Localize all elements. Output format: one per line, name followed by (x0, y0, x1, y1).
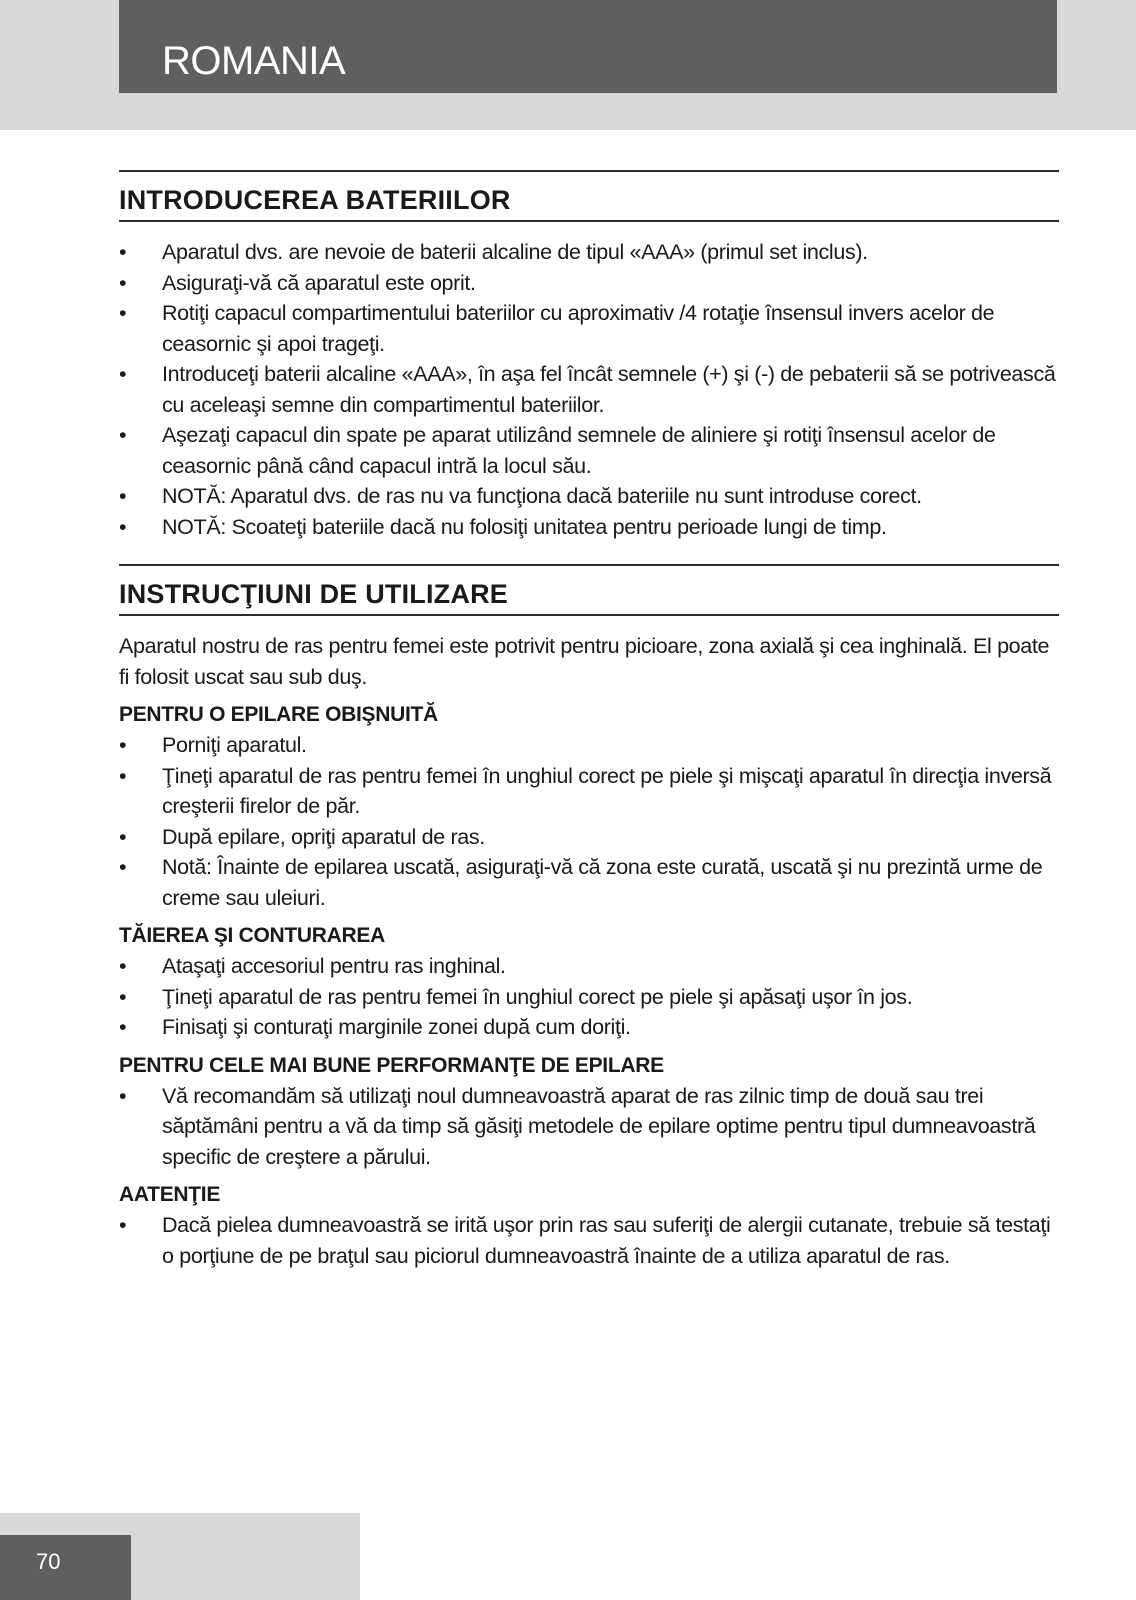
block-trimming-contouring (119, 921, 1059, 1043)
section-battery-installation (119, 170, 1059, 542)
block-caution (119, 1180, 1059, 1271)
battery-instructions-list (119, 237, 1059, 542)
best-performance-list (119, 1081, 1059, 1173)
section-heading-batteries: INTRODUCEREA BATERIILOR (119, 170, 1059, 222)
list-item: • Rotiţi capacul compartimentului bateriilor cu aproximativ /4 rotaţie însensul invers acelor de ceasornic şi apoi trageţi. (119, 298, 1059, 359)
list-item: • Aparatul dvs. are nevoie de baterii alcaline de tipul «AAA» (primul set inclus). (119, 237, 1059, 268)
section-usage-instructions (119, 564, 1059, 1271)
list-item: • Dacă pielea dumneavoastră se irită uşor prin ras sau suferiţi de alergii cutanate, trebuie să testaţi o porţiune de pe braţul sau piciorul dumneavoastră înainte de a utiliza aparatul de ras. (119, 1210, 1059, 1271)
list-item: • Introduceţi baterii alcaline «AAA», în aşa fel încât semnele (+) şi (-) de pebaterii să se potrivească cu aceleaşi semne din compartimentul bateriilor. (119, 359, 1059, 420)
trimming-contouring-list (119, 951, 1059, 1043)
section-heading-usage: INSTRUCŢIUNI DE UTILIZARE (119, 564, 1059, 616)
list-item: • Finisaţi şi conturaţi marginile zonei după cum doriţi. (119, 1012, 1059, 1043)
list-item: • Vă recomandăm să utilizaţi noul dumneavoastră aparat de ras zilnic timp de două sau trei săptămâni pentru a vă da timp să găsiţi metodele de epilare optime pentru tipul dumneavoastră specific de creştere a părului. (119, 1081, 1059, 1173)
list-item: • NOTĂ: Scoateţi bateriile dacă nu folosiţi unitatea pentru perioade lungi de timp. (119, 512, 1059, 543)
list-item: • Aşezaţi capacul din spate pe aparat utilizând semnele de aliniere şi rotiţi însensul acelor de ceasornic până când capacul intră la locul său. (119, 420, 1059, 481)
list-item: • Porniţi aparatul. (119, 730, 1059, 761)
subheading-trimming-contouring: TĂIEREA ŞI CONTURAREA (119, 924, 385, 947)
usage-intro-paragraph: Aparatul nostru de ras pentru femei este potrivit pentru picioare, zona axială şi cea inghinală. El poate fi folosit uscat sau sub duş. (119, 634, 1050, 689)
list-item: • Ataşaţi accesoriul pentru ras inghinal. (119, 951, 1059, 982)
list-item: • Asiguraţi-vă că aparatul este oprit. (119, 268, 1059, 299)
block-best-performance (119, 1051, 1059, 1173)
list-item: • NOTĂ: Aparatul dvs. de ras nu va funcţiona dacă bateriile nu sunt introduse corect. (119, 481, 1059, 512)
regular-epilation-list (119, 730, 1059, 913)
block-regular-epilation (119, 700, 1059, 913)
caution-list (119, 1210, 1059, 1271)
page-number-tab (0, 1535, 131, 1600)
list-item: • Ţineţi aparatul de ras pentru femei în unghiul corect pe piele şi apăsaţi uşor în jos. (119, 982, 1059, 1013)
subheading-best-performance: PENTRU CELE MAI BUNE PERFORMANŢE DE EPILARE (119, 1053, 664, 1077)
page-number: 70 (36, 1549, 61, 1574)
header-bar (119, 0, 1057, 93)
subheading-caution: AATENŢIE (119, 1183, 221, 1206)
list-item: • Ţineţi aparatul de ras pentru femei în unghiul corect pe piele şi mişcaţi aparatul în direcţia inversă creşterii firelor de păr. (119, 761, 1059, 822)
page-content (119, 170, 1059, 1271)
subheading-regular-epilation: PENTRU O EPILARE OBIŞNUITĂ (119, 703, 438, 726)
list-item: • Notă: Înainte de epilarea uscată, asiguraţi-vă că zona este curată, uscată şi nu prezintă urme de creme sau uleiuri. (119, 852, 1059, 913)
language-title: ROMANIA (162, 39, 346, 83)
list-item: • După epilare, opriţi aparatul de ras. (119, 822, 1059, 853)
